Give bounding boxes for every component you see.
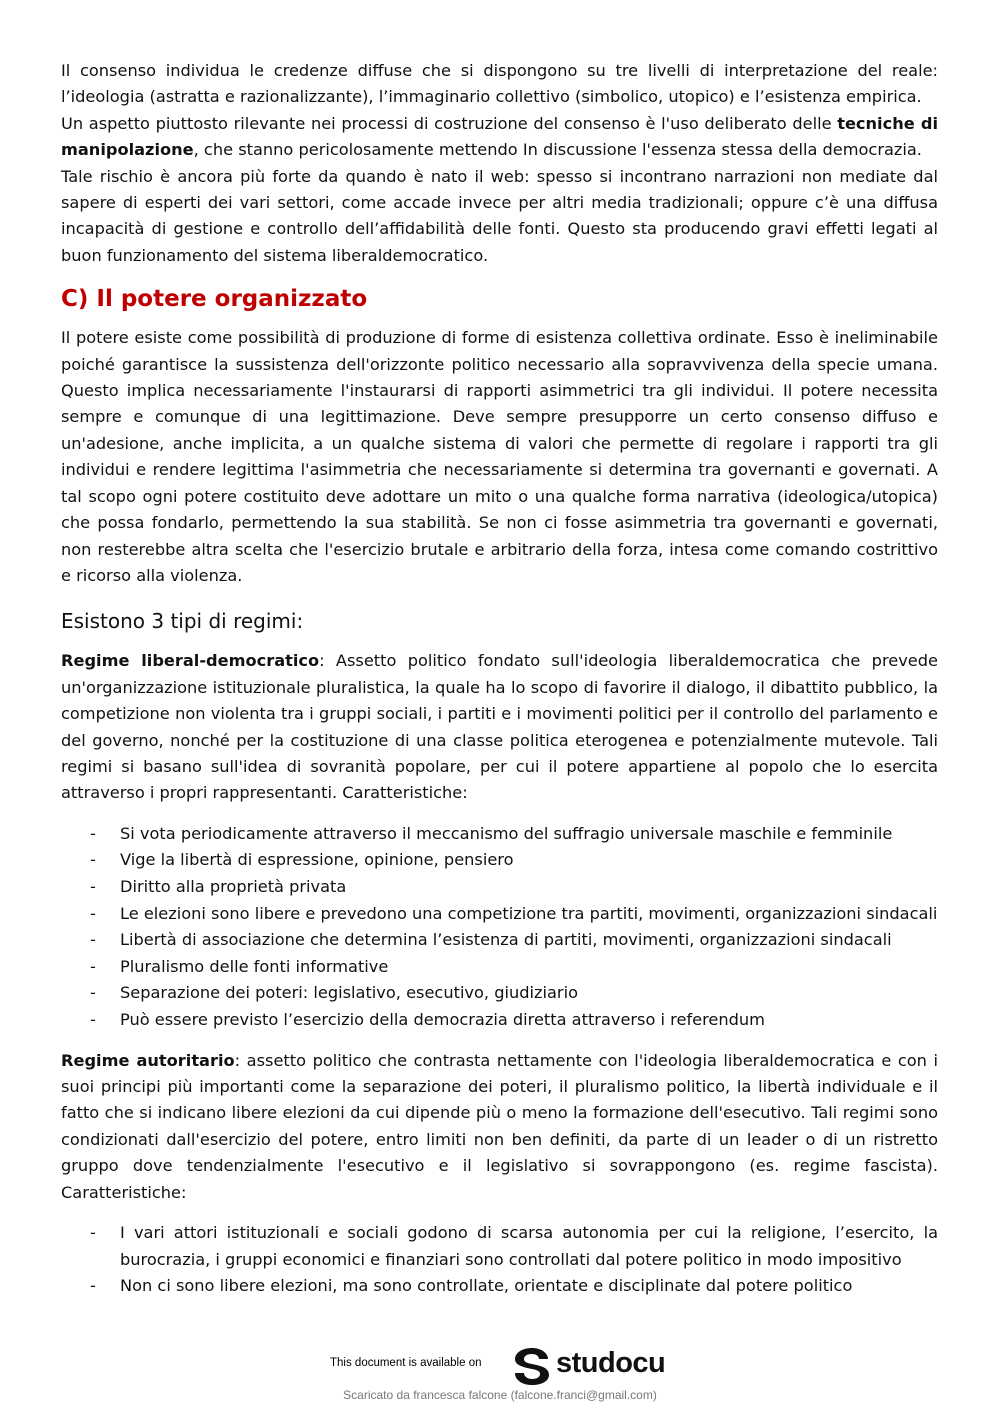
bullet-dash: - [90,956,96,976]
studocu-logo[interactable] [512,1345,674,1385]
bullet-dash: - [90,1222,96,1242]
list-item-text: Si vota periodicamente attraverso il meccanismo del suffragio universale maschile e femminile [120,823,893,843]
bullet-dash: - [90,876,96,896]
list-item-text: I vari attori istituzionali e sociali godono di scarsa autonomia per cui la religione, l’esercito, la burocrazia, i gruppi economici e finanziari sono controllati dal potere politico in modo impositivo [120,1222,938,1269]
bullet-dash: - [90,823,96,843]
list-item-text: Può essere previsto l’esercizio della democrazia diretta attraverso i referendum [120,1009,765,1029]
bullet-dash: - [90,1276,96,1296]
authoritarian-regime-paragraph [61,1048,938,1206]
list-item [61,847,938,874]
bullet-dash: - [90,983,96,1003]
list-item [61,821,938,848]
intro-paragraph-2-text-a: Un aspetto piuttosto rilevante nei processi di costruzione del consenso è l'uso deliberato delle [61,113,838,133]
list-item [61,927,938,954]
list-item-text: Separazione dei poteri: legislativo, esecutivo, giudiziario [120,983,578,1003]
list-item [61,980,938,1007]
section-body: Il potere esiste come possibilità di produzione di forme di esistenza collettiva ordinate. Esso è ineliminabile poiché garantisce la sussistenza dell'orizzonte politico necessario alla sopravvivenza della specie umana. Questo implica necessariamente l'instaurarsi di rapporti asimmetrici tra gli individui. Il potere necessita sempre e comunque di una legittimazione. Deve sempre presupporre un certo consenso diffuso e un'adesione, anche implicita, a un qualche sistema di valori che permette di regolare i rapporti tra gli individui e rendere legittima l'asimmetria che necessariamente si determina tra governanti e governati. A tal scopo ogni potere costituito deve adottare un mito o una qualche forma narrativa (ideologica/utopica) che possa fondarlo, permettendo la sua stabilità. Se non ci fosse asimmetria tra governanti e governati, non resterebbe altra scelta che l'esercizio brutale e arbitrario della forza, intesa come comando costrittivo e ricorso alla violenza. [61,328,938,585]
list-item [61,1273,938,1300]
manipulation-techniques-term: tecniche di manipolazione [61,113,938,160]
studocu-logo-icon [512,1345,552,1385]
document-page [61,58,938,1314]
list-item-text: Libertà di associazione che determina l’esistenza di partiti, movimenti, organizzazioni sindacali [120,930,892,950]
bullet-dash: - [90,930,96,950]
list-item-text: Diritto alla proprietà privata [120,876,347,896]
list-item-text: Vige la libertà di espressione, opinione, pensiero [120,850,514,870]
intro-paragraph-3: Tale rischio è ancora più forte da quando è nato il web: spesso si incontrano narrazioni non mediate dal sapere di esperti dei vari settori, come accade invece per altri media tradizionali; oppure c’è una diffusa incapacità di gestione e controllo dell’affidabilità delle fonti. Questo sta producendo gravi effetti legati al buon funzionamento del sistema liberaldemocratico. [61,166,938,265]
list-item-text: Pluralismo delle fonti informative [120,956,389,976]
list-item [61,954,938,981]
liberal-characteristics-list [61,821,938,1034]
authoritarian-characteristics-list [61,1220,938,1300]
list-item [61,901,938,928]
list-item [61,1007,938,1034]
liberal-regime-paragraph [61,648,938,806]
authoritarian-regime-title: Regime autoritario [61,1050,235,1070]
authoritarian-regime-text: : assetto politico che contrasta nettamente con l'ideologia liberaldemocratica e con i suoi principi più importanti come la separazione dei poteri, il pluralismo politico, la libertà individuale e il fatto che si indicano libere elezioni da cui dipende più o meno la formazione dell'esecutivo. Tali regimi sono condizionati dall'esercizio del potere, entro limiti non ben definiti, da parte di un leader o di un ristretto gruppo dove tendenzialmente l'esecutivo e il legislativo si sovrappongono (es. regime fascista). Caratteristiche: [61,1050,938,1202]
liberal-regime-text: : Assetto politico fondato sull'ideologia liberaldemocratica che prevede un'organizzazione istituzionale pluralistica, la quale ha lo scopo di favorire il dialogo, il dibattito pubblico, la competizione non violenta tra i gruppi sociali, i partiti e i movimenti politici per il controllo del parlamento e del governo, nonché per la costituzione di una classe politica eterogenea e potenzialmente mutevole. Tali regimi si basano sull'idea di sovranità popolare, per cui il potere appartiene al popolo che lo esercita attraverso i propri rappresentanti. Caratteristiche: [61,651,938,803]
download-attribution: Scaricato da francesca falcone (falcone.franci@gmail.com) [343,1388,657,1402]
section-heading: C) Il potere organizzato [61,286,368,313]
list-item [61,1220,938,1273]
list-item-text: Le elezioni sono libere e prevedono una competizione tra partiti, movimenti, organizzazioni sindacali [120,903,938,923]
bullet-dash: - [90,850,96,870]
regime-types-heading: Esistono 3 tipi di regimi: [61,609,304,634]
bullet-dash: - [90,903,96,923]
intro-paragraph-2-text-c: , che stanno pericolosamente mettendo In discussione l'essenza stessa della democrazia. [193,140,922,160]
bullet-dash: - [90,1009,96,1029]
liberal-regime-title: Regime liberal-democratico [61,651,320,671]
available-on-text: This document is available on [330,1357,482,1369]
footer-availability-banner [0,1343,1000,1385]
intro-paragraph-1: Il consenso individua le credenze diffuse che si dispongono su tre livelli di interpretazione del reale: l’ideologia (astratta e razionalizzante), l’immaginario collettivo (simbolico, utopico) e l’esistenza empirica. [61,61,938,107]
intro-paragraph-2 [61,111,938,164]
list-item [61,874,938,901]
list-item-text: Non ci sono libere elezioni, ma sono controllate, orientate e disciplinate dal potere politico [120,1276,853,1296]
studocu-logo-text: studocu [556,1347,666,1379]
